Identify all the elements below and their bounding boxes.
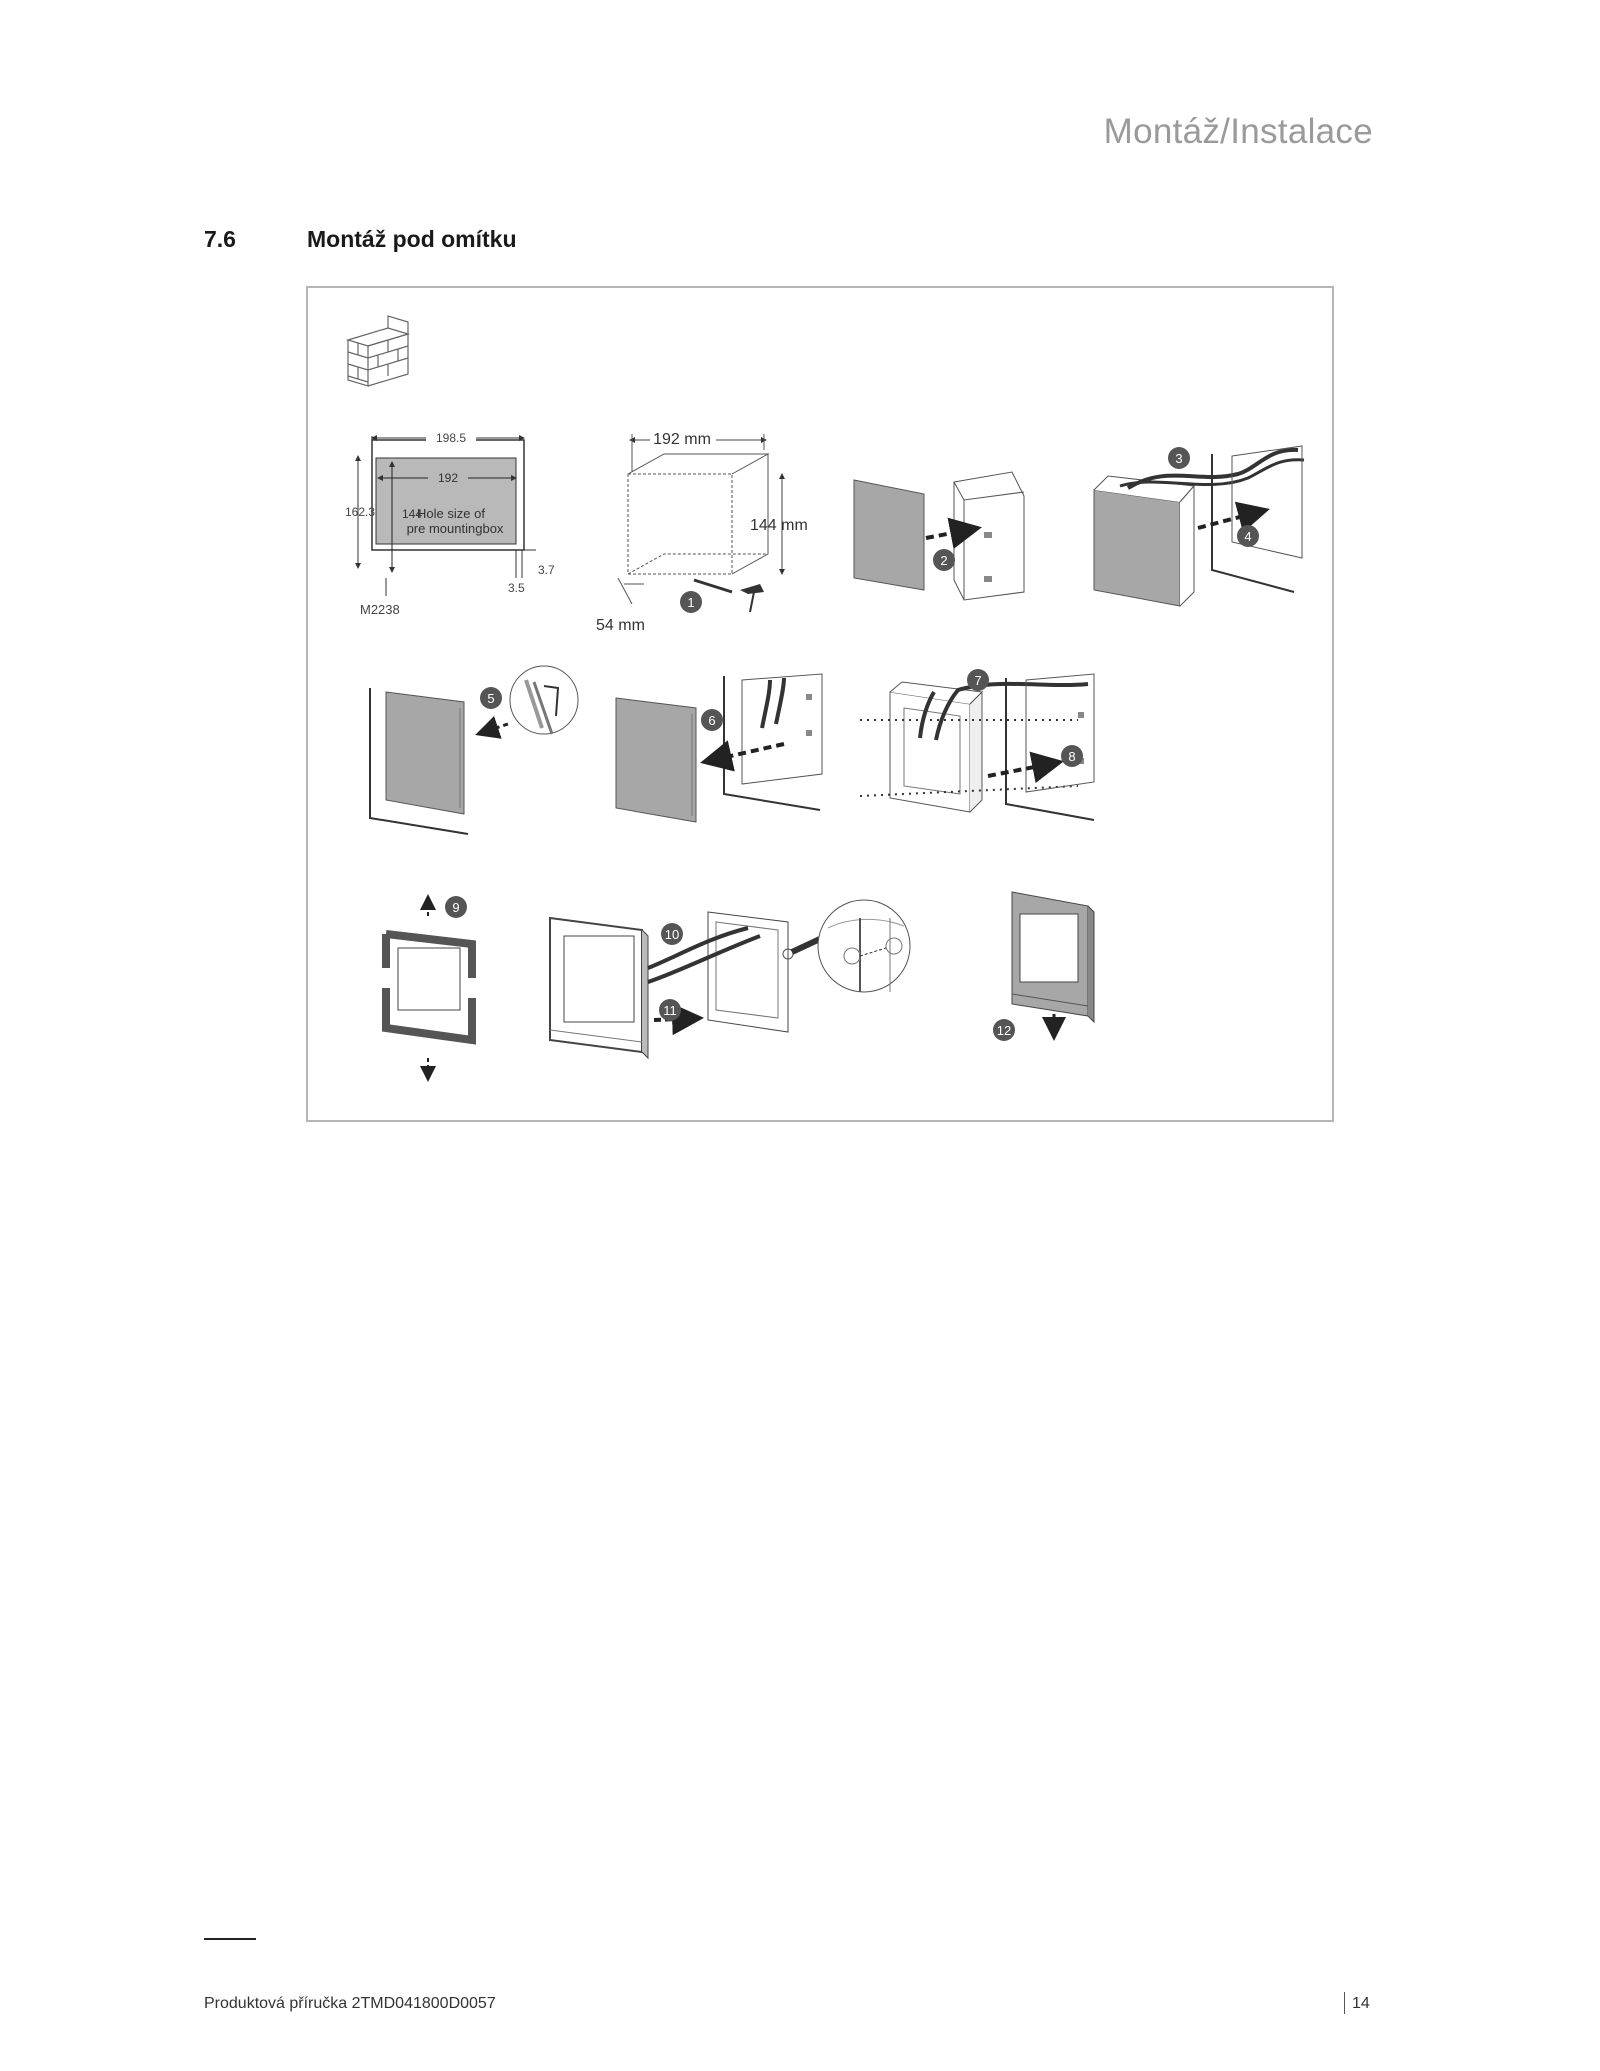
step12-diagram	[993, 892, 1094, 1041]
footer-separator	[1344, 1992, 1345, 2014]
gap-bottom-label: 3.5	[508, 581, 525, 595]
step5-diagram	[370, 666, 578, 834]
installation-figure	[306, 286, 1334, 1122]
mounting-box-dimension-drawing	[345, 431, 555, 617]
step-number-1: 1	[687, 595, 695, 610]
page-header-title: Montáž/Instalace	[1103, 112, 1373, 151]
footer-document-title: Produktová příručka 2TMD041800D0057	[204, 1995, 496, 2012]
footer-rule	[204, 1938, 256, 1940]
step-number-8: 8	[1068, 749, 1076, 764]
inner-height-label: 144	[402, 507, 423, 521]
inner-width-label: 192	[437, 471, 459, 485]
step1-cutout-diagram	[596, 430, 808, 634]
step7-8-diagram	[860, 669, 1094, 820]
box-depth-label: 54 mm	[596, 617, 645, 634]
box-width-label: 192 mm	[653, 431, 711, 448]
step-number-6: 6	[708, 713, 716, 728]
outer-width-label: 198.5	[435, 431, 467, 445]
step-number-2: 2	[940, 553, 948, 568]
outer-height-label: 162.3	[344, 505, 376, 519]
section-title: Montáž pod omítku	[307, 226, 517, 252]
hole-size-label-line2: pre mountingbox	[406, 521, 504, 536]
gap-right-label: 3.7	[538, 563, 555, 577]
step10-11-diagram	[550, 900, 910, 1058]
step-number-5: 5	[487, 691, 495, 706]
step2-diagram	[854, 472, 1024, 600]
step-number-4: 4	[1244, 529, 1252, 544]
page-number: 14	[1352, 1995, 1370, 2012]
step-number-9: 9	[452, 900, 460, 915]
step9-diagram	[386, 896, 472, 1080]
model-label: M2238	[360, 602, 400, 617]
box-height-label: 144 mm	[750, 517, 808, 534]
step-number-10: 10	[664, 927, 680, 942]
step-number-11: 11	[663, 1003, 677, 1018]
hole-size-label-line1: Hole size of	[417, 506, 485, 521]
step-number-7: 7	[974, 673, 982, 688]
step6-diagram	[616, 674, 822, 822]
step-number-3: 3	[1175, 451, 1183, 466]
brick-wall-icon	[348, 316, 408, 386]
step-number-12: 12	[996, 1023, 1012, 1038]
step3-4-diagram	[1094, 446, 1304, 606]
section-number: 7.6	[204, 226, 236, 252]
